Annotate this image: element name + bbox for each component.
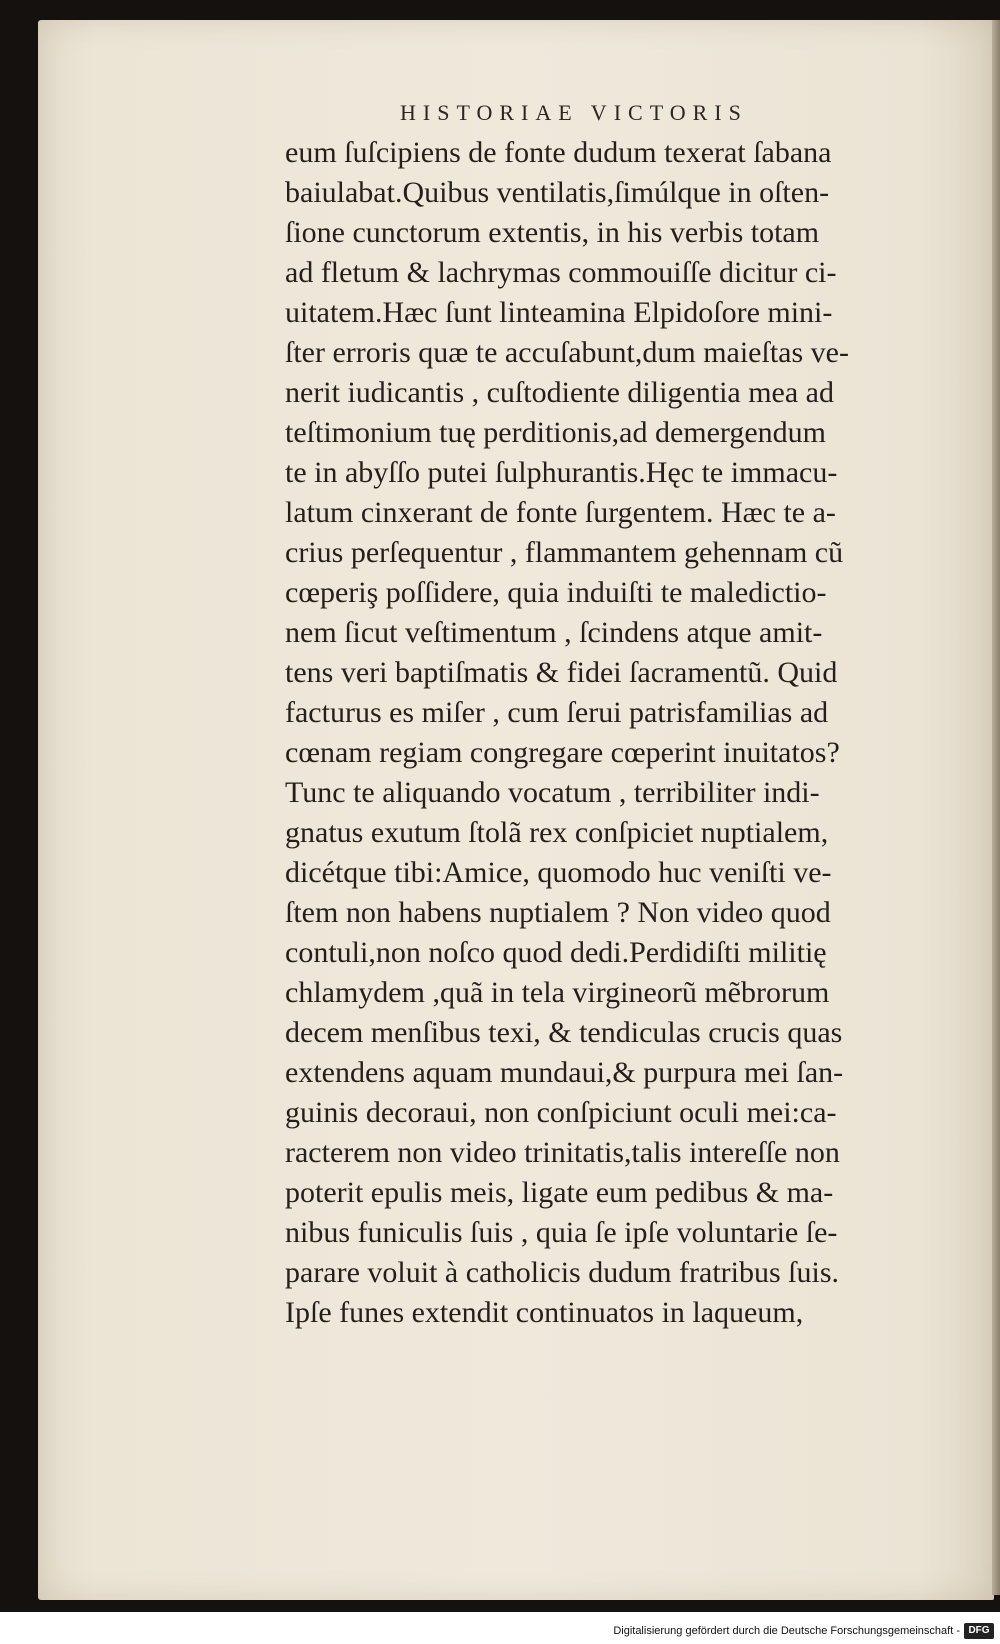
text-line: ſter erroris quæ te accuſabunt,dum maieſtas ve- <box>285 336 849 369</box>
text-line: Tunc te aliquando vocatum , terribiliter indi- <box>285 776 820 809</box>
text-line: eum ſuſcipiens de fonte dudum texerat ſabana <box>285 136 832 169</box>
dfg-logo: DFG <box>964 1623 994 1639</box>
text-line: poterit epulis meis, ligate eum pedibus & ma- <box>285 1176 834 1209</box>
page-edge <box>992 20 1000 1595</box>
text-block <box>285 133 965 1333</box>
text-line: uitatem.Hæc ſunt linteamina Elpidoſore mini- <box>285 296 833 329</box>
text-line: cœnam regiam congregare cœperint inuitatos? <box>285 736 840 769</box>
text-line: facturus es miſer , cum ſerui patrisfamilias ad <box>285 696 829 729</box>
text-line: Ipſe funes extendit continuatos in laqueum, <box>285 1296 804 1329</box>
text-line: teſtimonium tuę perditionis,ad demergendum <box>285 416 827 449</box>
text-line: racterem non video trinitatis,talis intereſſe non <box>285 1136 840 1169</box>
text-line: parare voluit à catholicis dudum fratribus ſuis. <box>285 1256 840 1289</box>
text-line: decem menſibus texi, & tendiculas crucis quas <box>285 1016 843 1049</box>
text-line: crius perſequentur , flammantem gehennam cũ <box>285 536 844 569</box>
text-line: contuli,non noſco quod dedi.Perdidiſti militię <box>285 936 827 969</box>
text-line: chlamydem ,quã in tela virgineorũ mẽbrorum <box>285 976 830 1009</box>
text-line: ad fletum & lachrymas commouiſſe dicitur ci- <box>285 256 837 289</box>
running-head: HISTORIAE VICTORIS <box>400 100 748 125</box>
funding-note: Digitalisierung gefördert durch die Deutsche Forschungsgemeinschaft - <box>613 1625 960 1637</box>
text-line: extendens aquam mundaui,& purpura mei ſan- <box>285 1056 844 1089</box>
text-line: ſione cunctorum extentis, in his verbis totam <box>285 216 820 249</box>
text-line: nerit iudicantis , cuſtodiente diligentia mea ad <box>285 376 834 409</box>
text-line: nibus funiculis ſuis , quia ſe ipſe voluntarie ſe- <box>285 1216 838 1249</box>
text-line: gnatus exutum ſtolã rex conſpiciet nuptialem, <box>285 816 829 849</box>
text-line: dicétque tibi:Amice, quomodo huc veniſti ve- <box>285 856 832 889</box>
text-line: latum cinxerant de fonte ſurgentem. Hæc te a- <box>285 496 836 529</box>
text-line: te in abyſſo putei ſulphurantis.Hęc te immacu- <box>285 456 838 489</box>
text-line: baiulabat.Quibus ventilatis,ſimúlque in oſten- <box>285 176 830 209</box>
text-line: ſtem non habens nuptialem ? Non video quod <box>285 896 831 929</box>
text-line: cœperiş poſſidere, quia induiſti te maledictio- <box>285 576 827 609</box>
text-line: guinis decoraui, non conſpiciunt oculi mei:ca- <box>285 1096 837 1129</box>
text-line: tens veri baptiſmatis & fidei ſacramentũ. Quid <box>285 656 838 689</box>
text-line: nem ſicut veſtimentum , ſcindens atque amit- <box>285 616 823 649</box>
